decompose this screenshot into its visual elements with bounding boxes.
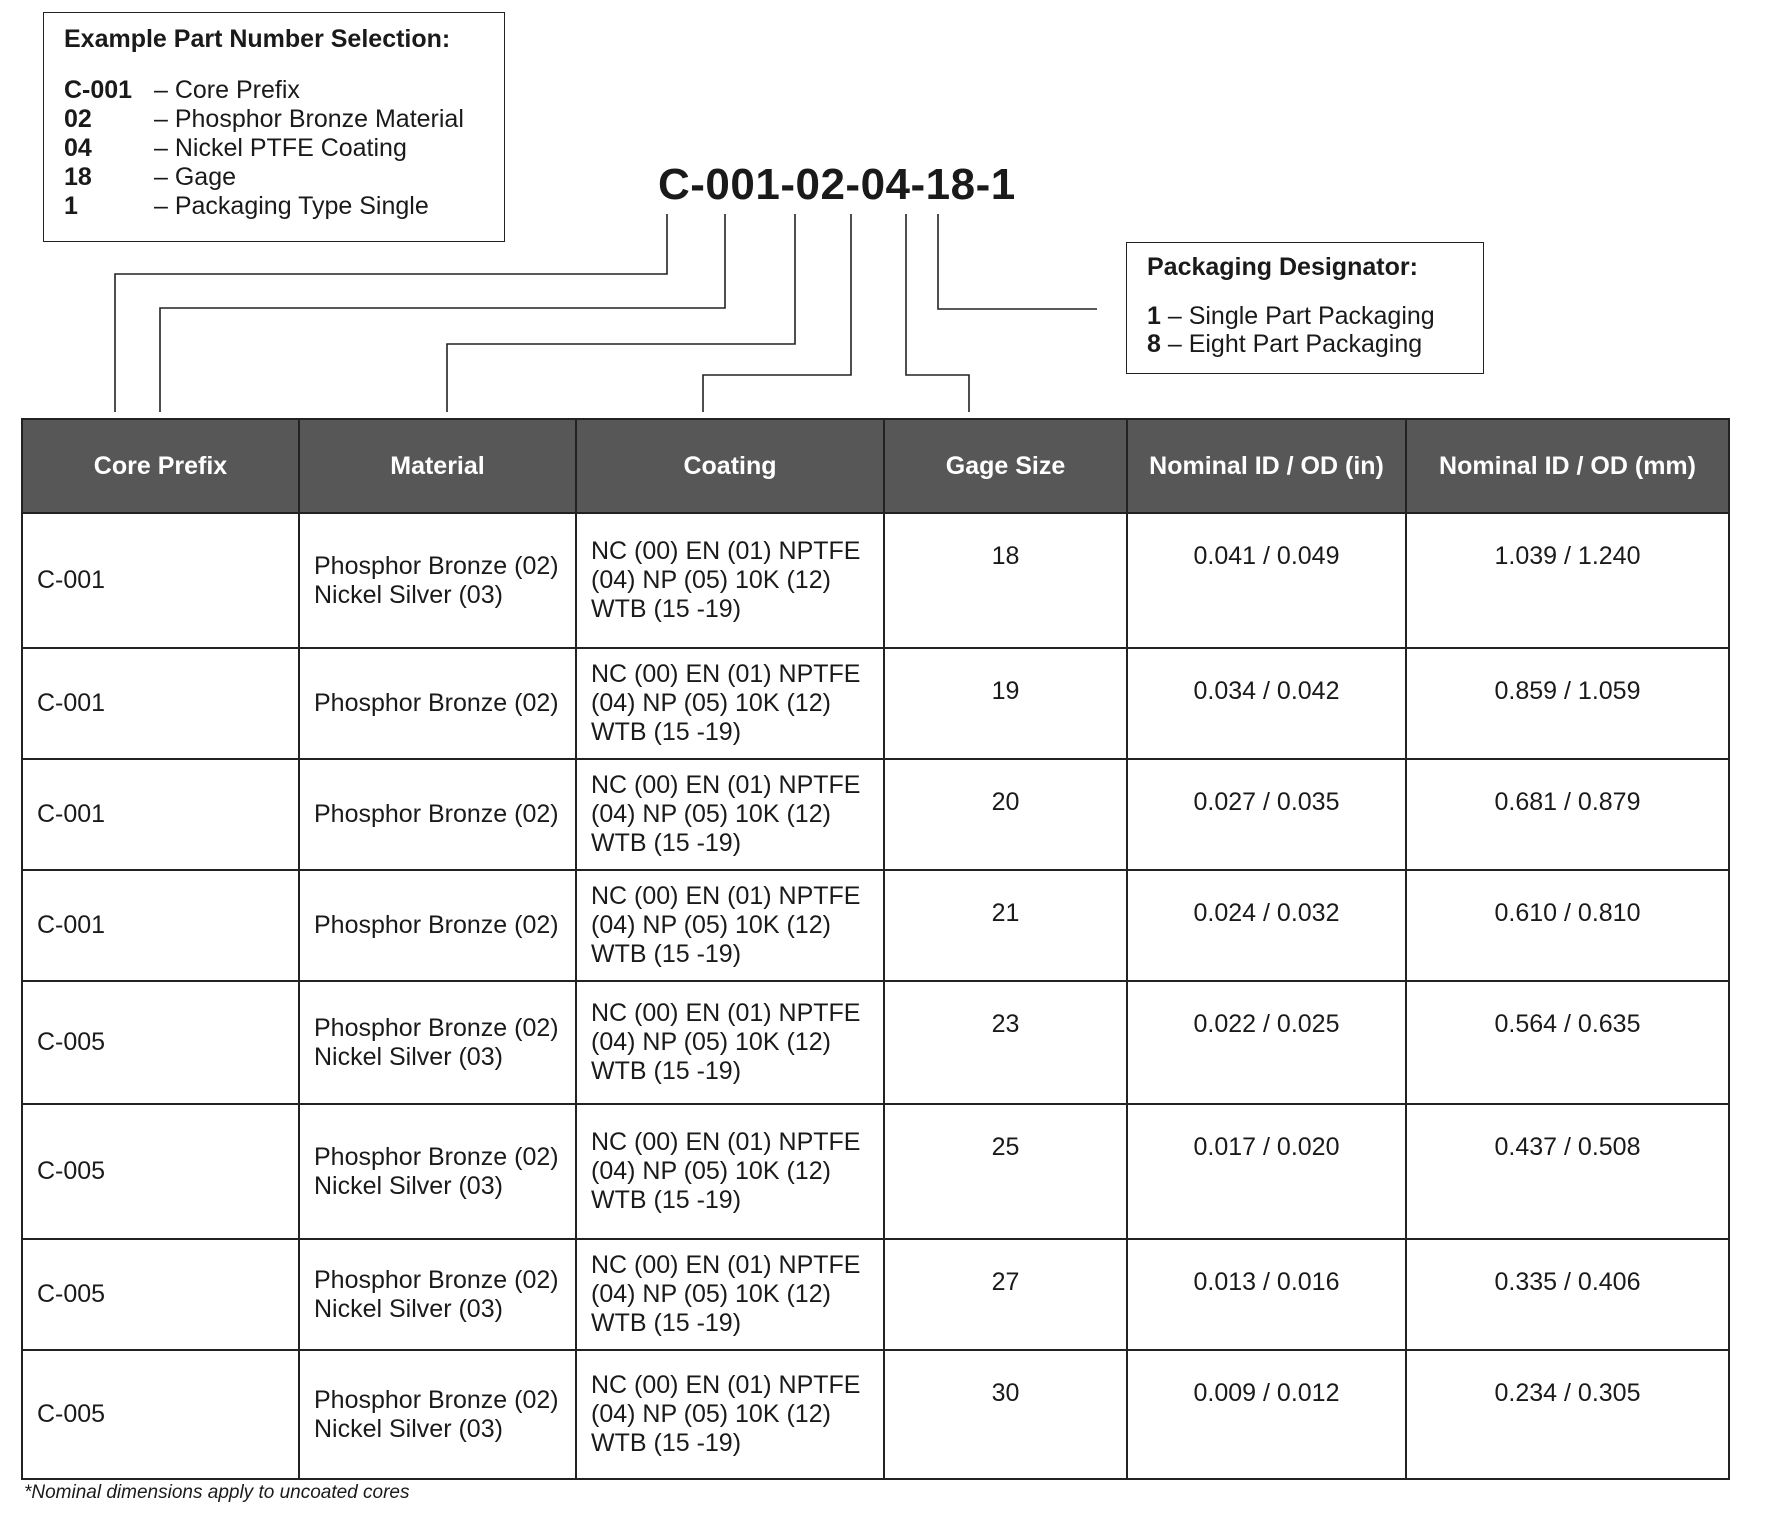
cell-gage: 20: [884, 759, 1127, 870]
coating-line: WTB (15 -19): [591, 595, 742, 623]
header-material: Material: [299, 419, 576, 513]
cell-prefix: C-001: [22, 513, 299, 648]
cell-nominal-in: 0.027 / 0.035: [1127, 759, 1406, 870]
cell-prefix: C-001: [22, 759, 299, 870]
coating-line: NC (00) EN (01) NPTFE: [591, 1251, 861, 1279]
cell-material: [299, 1350, 576, 1479]
example-code: 18: [64, 163, 92, 191]
table-row: [22, 870, 1729, 981]
table-row: [22, 981, 1729, 1104]
packaging-code: 8: [1147, 330, 1161, 358]
coating-line: NC (00) EN (01) NPTFE: [591, 537, 861, 565]
connector-packaging: [938, 214, 1097, 309]
spec-table: [21, 418, 1730, 1480]
cell-nominal-mm: 0.335 / 0.406: [1406, 1239, 1729, 1350]
packaging-code: 1: [1147, 302, 1161, 330]
header-gage-size: Gage Size: [884, 419, 1127, 513]
coating-line: (04) NP (05) 10K (12): [591, 911, 831, 939]
cell-nominal-mm: 1.039 / 1.240: [1406, 513, 1729, 648]
cell-material: [299, 870, 576, 981]
cell-nominal-in: 0.024 / 0.032: [1127, 870, 1406, 981]
coating-line: (04) NP (05) 10K (12): [591, 566, 831, 594]
cell-prefix: C-005: [22, 1104, 299, 1239]
example-desc: – Gage: [154, 163, 237, 191]
cell-coating: [576, 1239, 884, 1350]
cell-nominal-mm: 0.564 / 0.635: [1406, 981, 1729, 1104]
material-line: Phosphor Bronze (02): [314, 911, 559, 939]
example-desc: – Packaging Type Single: [154, 192, 429, 220]
packaging-desc: – Single Part Packaging: [1160, 302, 1435, 330]
coating-line: NC (00) EN (01) NPTFE: [591, 882, 861, 910]
table-row: [22, 759, 1729, 870]
cell-material: [299, 759, 576, 870]
cell-coating: [576, 513, 884, 648]
coating-line: WTB (15 -19): [591, 940, 742, 968]
coating-line: WTB (15 -19): [591, 1429, 742, 1457]
cell-nominal-mm: 0.234 / 0.305: [1406, 1350, 1729, 1479]
cell-nominal-mm: 0.681 / 0.879: [1406, 759, 1729, 870]
cell-nominal-mm: 0.437 / 0.508: [1406, 1104, 1729, 1239]
example-desc: – Core Prefix: [154, 76, 300, 104]
cell-gage: 21: [884, 870, 1127, 981]
table-row: [22, 513, 1729, 648]
coating-line: WTB (15 -19): [591, 718, 742, 746]
coating-line: NC (00) EN (01) NPTFE: [591, 660, 861, 688]
cell-nominal-mm: 0.859 / 1.059: [1406, 648, 1729, 759]
cell-material: [299, 1104, 576, 1239]
coating-line: (04) NP (05) 10K (12): [591, 1028, 831, 1056]
table-row: [22, 1104, 1729, 1239]
example-code: 1: [64, 192, 78, 220]
cell-prefix: C-005: [22, 1239, 299, 1350]
cell-gage: 27: [884, 1239, 1127, 1350]
coating-line: NC (00) EN (01) NPTFE: [591, 1128, 861, 1156]
cell-gage: 25: [884, 1104, 1127, 1239]
coating-line: (04) NP (05) 10K (12): [591, 689, 831, 717]
cell-gage: 30: [884, 1350, 1127, 1479]
table-header-row: [22, 419, 1729, 513]
example-code: C-001: [64, 76, 133, 104]
part-number: C-001-02-04-18-1: [658, 160, 1016, 209]
cell-material: [299, 981, 576, 1104]
cell-nominal-mm: 0.610 / 0.810: [1406, 870, 1729, 981]
cell-prefix: C-005: [22, 981, 299, 1104]
cell-coating: [576, 981, 884, 1104]
coating-line: NC (00) EN (01) NPTFE: [591, 1371, 861, 1399]
material-line: Phosphor Bronze (02): [314, 689, 559, 717]
coating-line: NC (00) EN (01) NPTFE: [591, 771, 861, 799]
coating-line: WTB (15 -19): [591, 1057, 742, 1085]
table-row: [22, 1350, 1729, 1479]
cell-material: [299, 513, 576, 648]
cell-nominal-in: 0.013 / 0.016: [1127, 1239, 1406, 1350]
packaging-desc: – Eight Part Packaging: [1160, 330, 1423, 358]
material-line: Nickel Silver (03): [314, 1042, 503, 1071]
material-line: Nickel Silver (03): [314, 1171, 503, 1200]
table-row: [22, 1239, 1729, 1350]
header-core-prefix: Core Prefix: [22, 419, 299, 513]
material-line: Nickel Silver (03): [314, 1294, 503, 1323]
cell-nominal-in: 0.041 / 0.049: [1127, 513, 1406, 648]
example-code: 02: [64, 105, 92, 133]
table-row: [22, 648, 1729, 759]
coating-line: WTB (15 -19): [591, 1309, 742, 1337]
material-line: Phosphor Bronze (02): [314, 800, 559, 828]
example-code: 04: [64, 134, 92, 162]
coating-line: NC (00) EN (01) NPTFE: [591, 999, 861, 1027]
material-line: Nickel Silver (03): [314, 1414, 503, 1443]
cell-coating: [576, 1350, 884, 1479]
example-desc: – Nickel PTFE Coating: [154, 134, 407, 162]
material-line: Phosphor Bronze (02): [314, 1142, 559, 1171]
cell-gage: 19: [884, 648, 1127, 759]
header-nominal-mm: Nominal ID / OD (mm): [1406, 419, 1729, 513]
cell-coating: [576, 870, 884, 981]
cell-coating: [576, 759, 884, 870]
coating-line: WTB (15 -19): [591, 829, 742, 857]
connector-coating: [447, 214, 795, 412]
cell-nominal-in: 0.022 / 0.025: [1127, 981, 1406, 1104]
connector-core-prefix: [115, 214, 667, 412]
material-line: Nickel Silver (03): [314, 580, 503, 609]
cell-gage: 23: [884, 981, 1127, 1104]
coating-line: WTB (15 -19): [591, 1186, 742, 1214]
header-nominal-in: Nominal ID / OD (in): [1127, 419, 1406, 513]
header-coating: Coating: [576, 419, 884, 513]
cell-prefix: C-005: [22, 1350, 299, 1479]
cell-material: [299, 648, 576, 759]
coating-line: (04) NP (05) 10K (12): [591, 1280, 831, 1308]
material-line: Phosphor Bronze (02): [314, 551, 559, 580]
cell-coating: [576, 1104, 884, 1239]
cell-prefix: C-001: [22, 648, 299, 759]
cell-nominal-in: 0.034 / 0.042: [1127, 648, 1406, 759]
coating-line: (04) NP (05) 10K (12): [591, 1157, 831, 1185]
cell-nominal-in: 0.017 / 0.020: [1127, 1104, 1406, 1239]
example-desc: – Phosphor Bronze Material: [154, 105, 464, 133]
material-line: Phosphor Bronze (02): [314, 1265, 559, 1294]
coating-line: (04) NP (05) 10K (12): [591, 800, 831, 828]
cell-material: [299, 1239, 576, 1350]
cell-gage: 18: [884, 513, 1127, 648]
material-line: Phosphor Bronze (02): [314, 1013, 559, 1042]
cell-prefix: C-001: [22, 870, 299, 981]
material-line: Phosphor Bronze (02): [314, 1385, 559, 1414]
packaging-title: Packaging Designator:: [1147, 253, 1418, 281]
footnote: *Nominal dimensions apply to uncoated cores: [24, 1482, 410, 1503]
example-title: Example Part Number Selection:: [64, 25, 451, 53]
cell-nominal-in: 0.009 / 0.012: [1127, 1350, 1406, 1479]
cell-coating: [576, 648, 884, 759]
connector-material: [160, 214, 725, 412]
coating-line: (04) NP (05) 10K (12): [591, 1400, 831, 1428]
